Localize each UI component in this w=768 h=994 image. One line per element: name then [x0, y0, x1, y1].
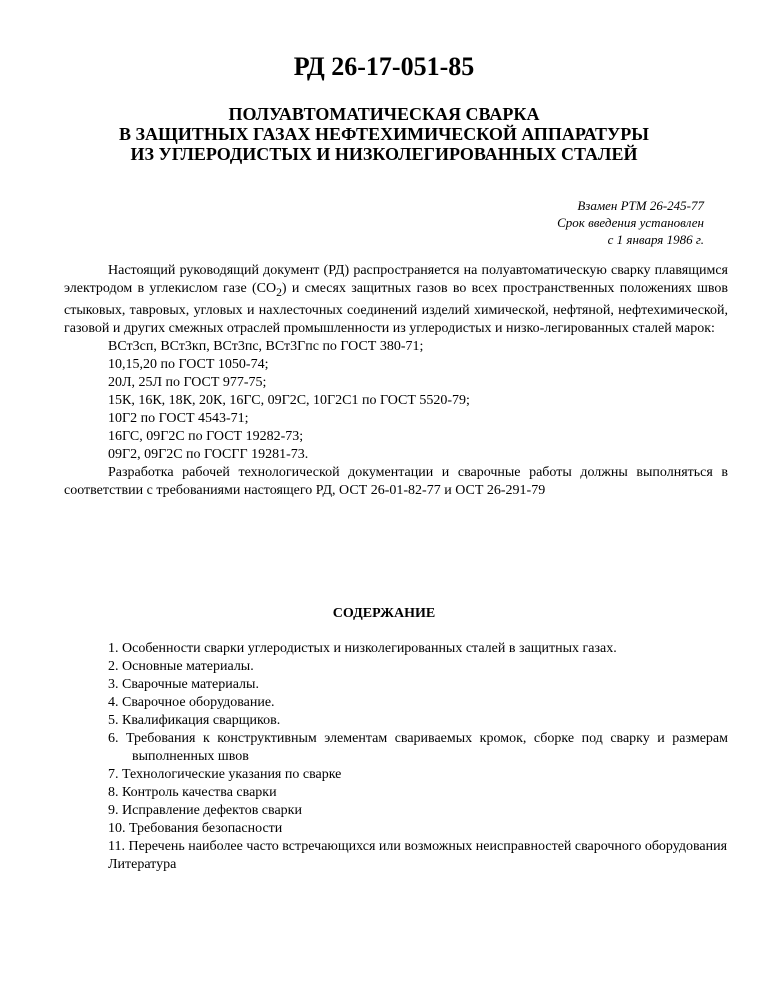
- toc-item: 6. Требования к конструктивным элементам свариваемых кромок, сборке под сварку и размерам выполненных швов: [108, 731, 728, 764]
- scope-text-end: ) и смесях защитных газов во всех пространственных положениях швов стыковых, тавровых, угловых и нахлесточных соединений изделий химической, нефтяной, нефтехимической, газовой и других смежных отраслей промышленности из углеродистых и низко-легированных сталей марок:: [64, 281, 728, 336]
- toc-item: 11. Перечень наиболее часто встречающихся или возможных неисправностей сварочного оборудования: [108, 839, 728, 854]
- introduction: [64, 262, 728, 500]
- table-of-contents: [64, 640, 728, 874]
- toc-item: 3. Сварочные материалы.: [108, 677, 259, 692]
- document-number: РД 26-17-051-85: [293, 52, 475, 81]
- title-line-2: В ЗАЩИТНЫХ ГАЗАХ НЕФТЕХИМИЧЕСКОЙ АППАРАТУРЫ: [119, 124, 649, 144]
- effective-date: с 1 января 1986 г.: [607, 232, 704, 247]
- replacement-note: [557, 197, 704, 248]
- document-title: [40, 104, 728, 164]
- replaces-document: Взамен РТМ 26-245-77: [577, 198, 704, 213]
- toc-item: Литература: [108, 857, 177, 872]
- steel-grade-item: 16ГС, 09Г2С по ГОСТ 19282-73;: [108, 428, 304, 444]
- toc-item: 1. Особенности сварки углеродистых и низколегированных сталей в защитных газах.: [108, 641, 617, 656]
- toc-item: 2. Основные материалы.: [108, 659, 254, 674]
- toc-heading: СОДЕРЖАНИЕ: [332, 606, 436, 621]
- toc-item: 9. Исправление дефектов сварки: [108, 803, 302, 818]
- closing-paragraph: Разработка рабочей технологической документации и сварочные работы должны выполняться в соответствии с требованиями настоящего РД, ОСТ 26-01-82-77 и ОСТ 26-291-79: [64, 464, 728, 498]
- toc-item: 4. Сварочное оборудование.: [108, 695, 275, 710]
- steel-grade-item: 09Г2, 09Г2С по ГОСГГ 19281-73.: [108, 446, 309, 462]
- steel-grade-item: 10Г2 по ГОСТ 4543-71;: [108, 410, 249, 426]
- title-line-3: ИЗ УГЛЕРОДИСТЫХ И НИЗКОЛЕГИРОВАННЫХ СТАЛЕЙ: [130, 144, 638, 164]
- scope-paragraph: [64, 262, 728, 338]
- steel-grade-item: 15К, 16К, 18К, 20К, 16ГС, 09Г2С, 10Г2С1 по ГОСТ 5520-79;: [108, 392, 470, 408]
- steel-grade-item: 10,15,20 по ГОСТ 1050-74;: [108, 356, 269, 372]
- scope-text-start: Настоящий руководящий документ (РД) распространяется на полуавтоматическую сварку плавящимся электродом в углекислом газе (CO: [64, 263, 728, 296]
- effective-date-label: Срок введения установлен: [557, 215, 704, 230]
- toc-item: 10. Требования безопасности: [108, 821, 283, 836]
- toc-item: 8. Контроль качества сварки: [108, 785, 277, 800]
- co2-subscript: 2: [276, 285, 282, 299]
- steel-grade-item: ВСт3сп, ВСт3кп, ВСт3пс, ВСт3Гпс по ГОСТ 380-71;: [108, 338, 424, 354]
- toc-item: 5. Квалификация сварщиков.: [108, 713, 281, 728]
- steel-grade-item: 20Л, 25Л по ГОСТ 977-75;: [108, 374, 267, 390]
- toc-item: 7. Технологические указания по сварке: [108, 767, 342, 782]
- title-line-1: ПОЛУАВТОМАТИЧЕСКАЯ СВАРКА: [228, 104, 540, 124]
